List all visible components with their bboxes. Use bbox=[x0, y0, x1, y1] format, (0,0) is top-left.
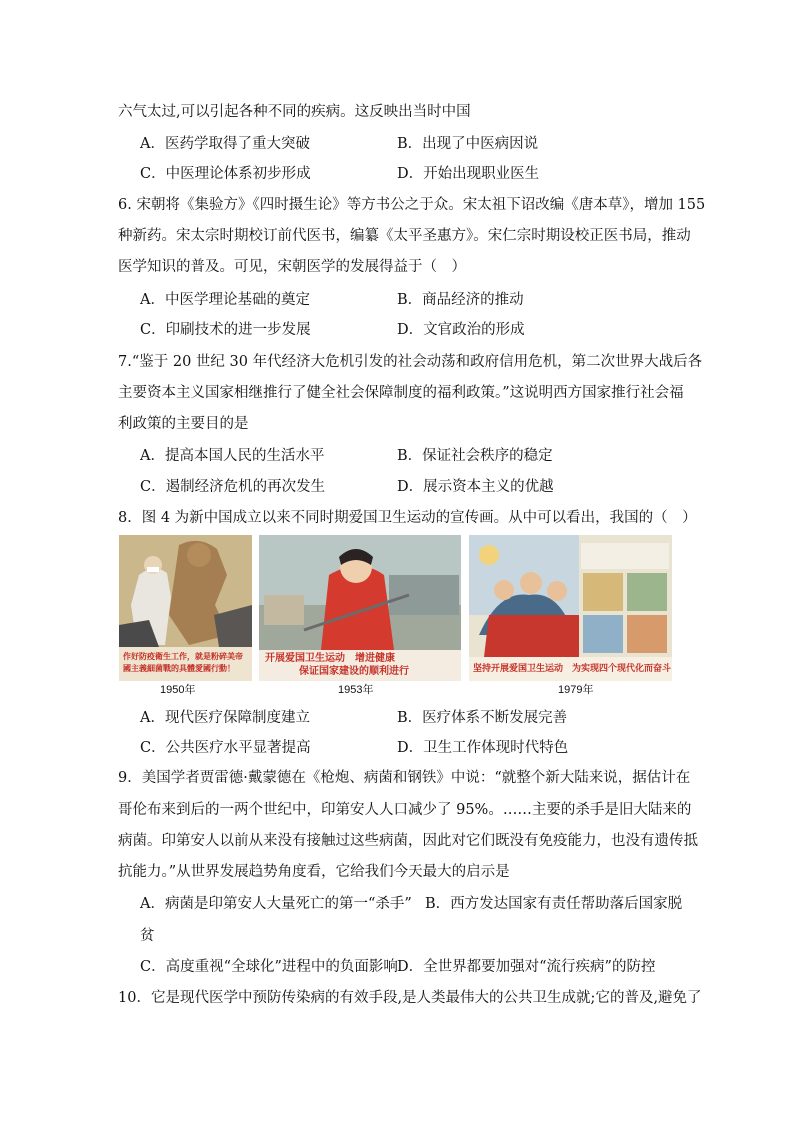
q5-option-c: C．中医理论体系初步形成 bbox=[140, 166, 311, 182]
poster-1953-slogan-line-2: 保证国家建设的顺利进行 bbox=[299, 666, 409, 677]
q7-option-d: D．展示资本主义的优越 bbox=[397, 479, 554, 495]
q8-stem: 8．图 4 为新中国成立以来不同时期爱国卫生运动的宣传画。从中可以看出，我国的（ ） bbox=[118, 510, 697, 526]
q9-stem-line-2: 哥伦布来到后的一两个世纪中，印第安人人口减少了 95%。……主要的杀手是旧大陆来的 bbox=[118, 802, 692, 818]
q7-option-b: B．保证社会秩序的稳定 bbox=[397, 448, 553, 464]
poster-1979 bbox=[469, 535, 672, 681]
q9-option-b-continued: 贫 bbox=[140, 928, 155, 944]
q9-option-c: C．高度重视“全球化”进程中的负面影响 bbox=[140, 959, 398, 975]
q5-stem: 六气太过,可以引起各种不同的疾病。这反映出当时中国 bbox=[118, 104, 471, 120]
q8-option-b: B．医疗体系不断发展完善 bbox=[397, 710, 568, 726]
poster-1953 bbox=[259, 535, 461, 681]
poster-1950-slogan-line-1: 作好防疫衛生工作，就是粉碎美帝 bbox=[123, 652, 243, 661]
q6-option-b: B．商品经济的推动 bbox=[397, 292, 524, 308]
poster-1979-slogan: 坚持开展爱国卫生运动 为实现四个现代化而奋斗 bbox=[473, 664, 672, 674]
q6-option-c: C．印刷技术的进一步发展 bbox=[140, 322, 311, 338]
q9-option-b: B．西方发达国家有责任帮助落后国家脱 bbox=[425, 896, 683, 912]
poster-1979-illustration bbox=[469, 535, 672, 681]
q7-stem-line-2: 主要资本主义国家相继推行了健全社会保障制度的福利政策。”这说明西方国家推行社会福 bbox=[118, 385, 684, 401]
q6-stem-line-1: 6. 宋朝将《集验方》《四时摄生论》等方书公之于众。宋太祖下诏改编《唐本草》，增加 155 bbox=[118, 197, 706, 213]
q7-option-a: A．提高本国人民的生活水平 bbox=[140, 448, 325, 464]
q7-stem-line-3: 利政策的主要目的是 bbox=[118, 416, 249, 432]
q7-stem-line-1: 7.“鉴于 20 世纪 30 年代经济大危机引发的社会动荡和政府信用危机，第二次世界大战后各 bbox=[118, 354, 703, 370]
q8-option-d: D．卫生工作体现时代特色 bbox=[397, 740, 569, 756]
poster-1979-year: 1979年 bbox=[558, 684, 594, 696]
q6-stem-line-2: 种新药。宋太宗时期校订前代医书，编纂《太平圣惠方》。宋仁宗时期设校正医书局，推动 bbox=[118, 228, 691, 244]
poster-1950 bbox=[119, 535, 252, 681]
q5-option-d: D．开始出现职业医生 bbox=[397, 166, 540, 182]
q9-option-d: D．全世界都要加强对“流行疾病”的防控 bbox=[397, 959, 656, 975]
q6-stem-line-3: 医学知识的普及。可见，宋朝医学的发展得益于（ ） bbox=[118, 259, 466, 275]
q7-option-c: C．遏制经济危机的再次发生 bbox=[140, 479, 326, 495]
q9-stem-line-4: 抗能力。”从世界发展趋势角度看，它给我们今天最大的启示是 bbox=[118, 864, 510, 880]
poster-1953-year: 1953年 bbox=[338, 684, 374, 696]
q8-option-c: C．公共医疗水平显著提高 bbox=[140, 740, 311, 756]
poster-1953-slogan-line-1: 开展爱国卫生运动 增进健康 bbox=[265, 653, 395, 664]
q6-option-a: A．中医学理论基础的奠定 bbox=[140, 292, 310, 308]
q10-stem: 10．它是现代医学中预防传染病的有效手段,是人类最伟大的公共卫生成就;它的普及,避免了 bbox=[118, 990, 702, 1006]
q8-option-a: A．现代医疗保障制度建立 bbox=[140, 710, 310, 726]
q5-option-a: A．医药学取得了重大突破 bbox=[140, 136, 310, 152]
q5-option-b: B．出现了中医病因说 bbox=[397, 136, 539, 152]
poster-1950-year: 1950年 bbox=[160, 684, 196, 696]
poster-1950-slogan-line-2: 國主義細菌戰的具體愛國行動！ bbox=[123, 664, 235, 673]
q9-option-a: A．病菌是印第安人大量死亡的第一“杀手” bbox=[140, 896, 412, 912]
q9-stem-line-1: 9．美国学者贾雷德·戴蒙德在《枪炮、病菌和钢铁》中说：“就整个新大陆来说，据估计在 bbox=[118, 770, 691, 786]
q6-option-d: D．文官政治的形成 bbox=[397, 322, 525, 338]
q9-stem-line-3: 病菌。印第安人以前从来没有接触过这些病菌，因此对它们既没有免疫能力，也没有遗传抵 bbox=[118, 833, 698, 849]
